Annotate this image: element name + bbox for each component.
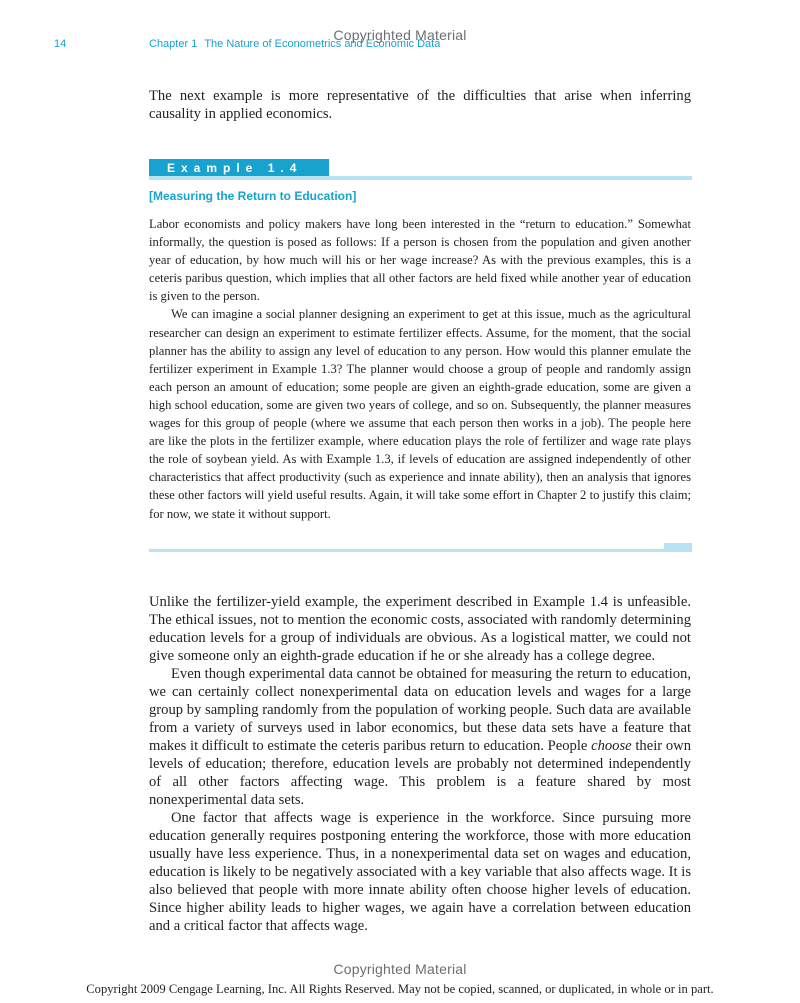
example-rule-bottom <box>149 549 692 552</box>
example-label: Example 1.4 <box>149 159 329 178</box>
main-paragraph: One factor that affects wage is experience in the workforce. Since pursuing more education generally requires postponing entering the workforce, those with more education usually have less experience. Thus, in a nonexperimental data set on wages and education, education is likely to be negatively associated with a key variable that also affects wage. It is also believed that people with more innate ability often choose higher levels of education. Since higher ability leads to higher wages, we again have a correlation between education and a critical factor that affects wage. <box>149 810 691 934</box>
main-paragraph: Unlike the fertilizer-yield example, the experiment described in Example 1.4 is unfeasible. The ethical issues, not to mention the economic costs, associated with randomly determining education levels for a group of individuals are obvious. As a logistical matter, we could not give someone only an eighth-grade education if he or she already has a college degree. <box>149 594 691 664</box>
chapter-label: Chapter 1 <box>149 38 198 50</box>
page-number: 14 <box>54 38 67 50</box>
watermark-bottom: Copyrighted Material <box>333 961 467 977</box>
main-text <box>149 593 691 935</box>
example-title: [Measuring the Return to Education] <box>149 189 357 203</box>
example-rule-top <box>149 176 692 180</box>
italic-emphasis: choose <box>591 738 632 754</box>
example-paragraph: Labor economists and policy makers have long been interested in the “return to education.” Somewhat informally, the question is posed as follows: If a person is chosen from the population and given another year of education, by how much will his or her wage increase? As with the previous examples, this is a ceteris paribus question, which implies that all other factors are held fixed while another year of education is given to the person. <box>149 217 691 304</box>
example-body <box>149 215 691 523</box>
main-paragraph <box>149 665 691 809</box>
paragraph-text: Even though experimental data cannot be obtained for measuring the return to education, we can certainly collect nonexperimental data on education levels and wages for a large group by sampling randomly from the population of working people. Such data are available from a variety of surveys used in labor economics, but these data sets have a feature that makes it difficult to estimate the ceteris paribus return to education. People <box>149 666 691 754</box>
example-paragraph: We can imagine a social planner designing an experiment to get at this issue, much as the agricultural researcher can design an experiment to estimate fertilizer effects. Assume, for the moment, that the social planner has the ability to assign any level of education to any person. How would this planner emulate the fertilizer experiment in Example 1.3? The planner would choose a group of people and randomly assign each person an amount of education; some people are given an eighth-grade education, some are given a high school education, some are given two years of college, and so on. Subsequently, the planner measures wages for this group of people (where we assume that each person then works in a job). The people here are like the plots in the fertilizer example, where education plays the role of fertilizer and wage rate plays the role of soybean yield. As with Example 1.3, if levels of education are assigned independently of other characteristics that affect productivity (such as experience and innate ability), then an analysis that ignores these other factors will yield useful results. Again, it will take some effort in Chapter 2 to justify this claim; for now, we state it without support. <box>149 307 691 521</box>
example-rule-tab <box>664 543 692 552</box>
paragraph-text: their own levels of education; therefore, education levels are probably not determined independently of all other factors affecting wage. This problem is a feature shared by most nonexperimental data sets. <box>149 738 691 808</box>
copyright-notice: Copyright 2009 Cengage Learning, Inc. All Rights Reserved. May not be copied, scanned, or duplicated, in whole or in part. <box>86 982 714 996</box>
watermark-top: Copyrighted Material <box>333 27 467 43</box>
intro-paragraph <box>149 87 691 123</box>
chapter-title: The Nature of Econometrics and Economic Data <box>204 38 441 50</box>
intro-text: The next example is more representative of the difficulties that arise when inferring causality in applied economics. <box>149 88 691 122</box>
